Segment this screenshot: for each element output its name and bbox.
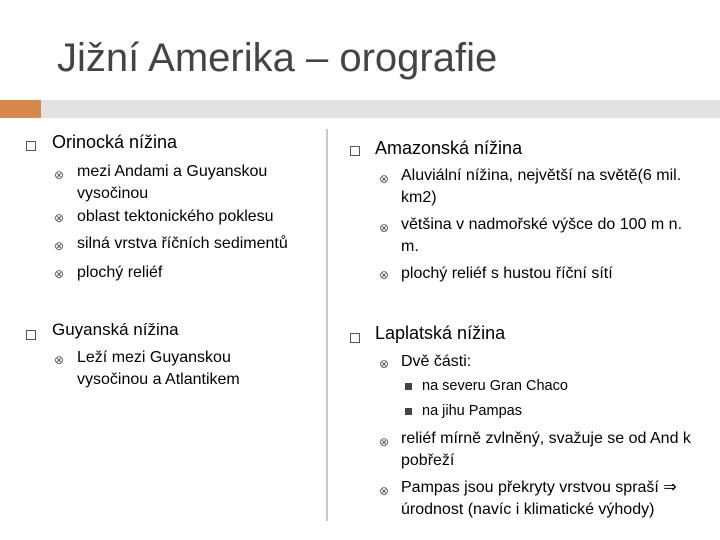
list-item: Aluviální nížina, největší na světě(6 mil. km2): [401, 167, 682, 206]
circled-x-icon: ⊗: [379, 172, 390, 186]
circled-x-icon: ⊗: [54, 353, 65, 367]
circled-x-icon: ⊗: [379, 357, 390, 371]
square-bullet-icon: [26, 141, 36, 151]
circled-x-icon: ⊗: [379, 268, 390, 282]
sub-item-prefix: na severu: [422, 378, 490, 394]
square-bullet-icon: [26, 330, 36, 340]
circled-x-icon: ⊗: [379, 484, 390, 498]
circled-x-icon: ⊗: [54, 267, 65, 281]
list-item: mezi Andami a Guyanskou vysočinou: [77, 163, 268, 202]
heading-laplata: Laplatská nížina: [375, 323, 506, 343]
sub-item-prefix: na jihu: [422, 403, 469, 419]
circled-x-icon: ⊗: [54, 211, 65, 225]
sub-item-north: [422, 378, 568, 394]
list-item: oblast tektonického poklesu: [77, 208, 274, 225]
list-item: Leží mezi Guyanskou vysočinou a Atlantikem: [77, 349, 240, 388]
column-divider: [326, 129, 328, 521]
heading-amazon: Amazonská nížina: [375, 138, 523, 158]
circled-x-icon: ⊗: [379, 221, 390, 235]
item-text: úrodnost (navíc i klimatické výhody): [401, 501, 655, 518]
list-item: silná vrstva říčních sedimentů: [77, 235, 288, 252]
square-bullet-icon: [350, 146, 360, 156]
circled-x-icon: ⊗: [379, 435, 390, 449]
list-item: Dvě části:: [401, 353, 472, 370]
region-name: Pampas: [468, 403, 522, 419]
list-item: reliéf mírně zvlněný, svažuje se od And k pobřeží: [401, 430, 691, 469]
list-item: plochý reliéf s hustou říční sítí: [401, 265, 613, 282]
circled-x-icon: ⊗: [54, 168, 65, 182]
square-bullet-icon: [350, 333, 360, 343]
circled-x-icon: ⊗: [54, 239, 65, 253]
list-item: plochý reliéf: [77, 264, 163, 281]
header-rule: [41, 100, 720, 118]
implies-arrow-icon: ⇒: [663, 479, 677, 496]
list-item: [401, 477, 701, 521]
sub-item-south: [422, 403, 522, 419]
item-text: Pampas jsou překryty vrstvou spraší: [401, 479, 659, 496]
filled-square-icon: [405, 408, 412, 415]
heading-orinoco: Orinocká nížina: [52, 132, 178, 152]
heading-guyana: Guyanská nížina: [52, 320, 179, 339]
filled-square-icon: [405, 383, 412, 390]
slide-title: Jižní Amerika – orografie: [57, 36, 498, 80]
list-item: většina v nadmořské výšce do 100 m n. m.: [401, 216, 683, 255]
region-name: Gran Chaco: [489, 378, 568, 394]
accent-bar: [0, 100, 41, 118]
